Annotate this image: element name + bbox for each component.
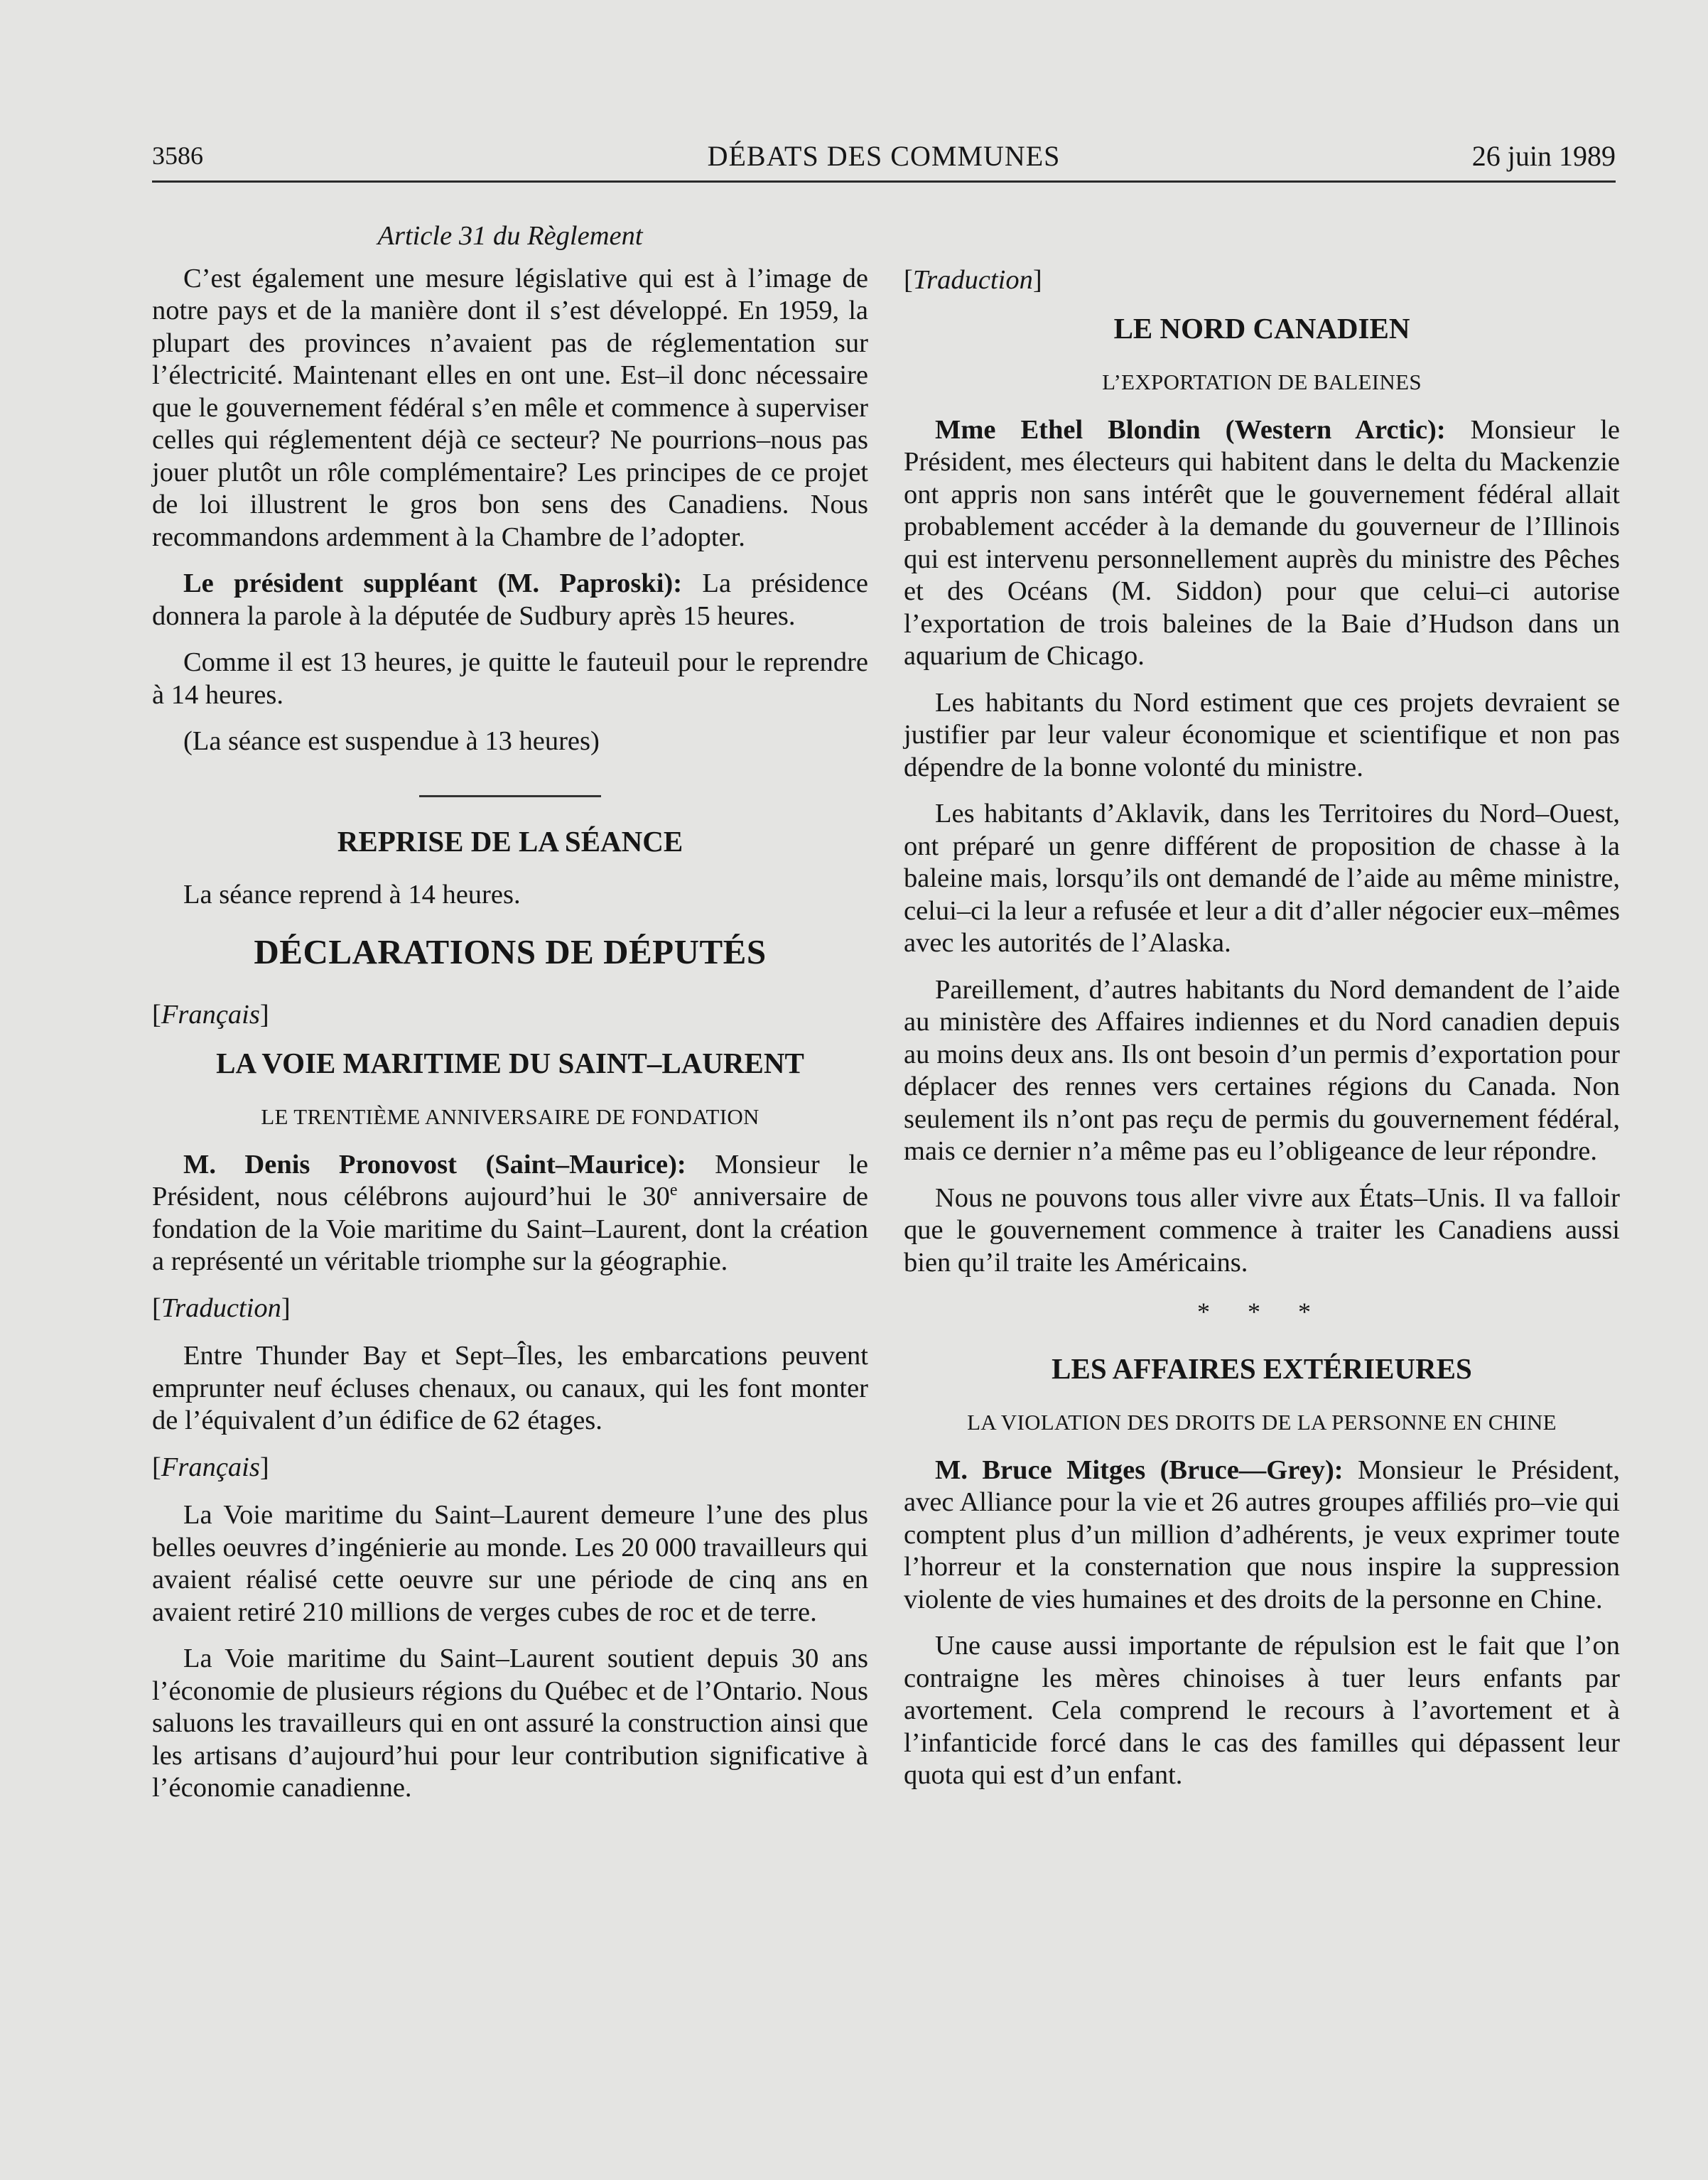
left-column	[152, 213, 868, 1819]
subsection-heading: L’EXPORTATION DE BALEINES	[1102, 369, 1422, 394]
superscript: e	[669, 1181, 678, 1200]
publication-title: DÉBATS DES COMMUNES	[707, 140, 1061, 172]
paragraph: Une cause aussi importante de répulsion est le fait que l’on contraigne les mères chinoises à tuer leurs enfants par avortement. Cela comprend le recours à l’avortement et à l’infanticide forcé dans le cas des familles qui dépassent leur quota qui est d’un enfant.	[904, 1631, 1620, 1790]
language-note: [Traduction]	[904, 265, 1042, 295]
subsection-heading: LE TRENTIÈME ANNIVERSAIRE DE FONDATION	[261, 1104, 760, 1129]
language-note-text: Français	[161, 1452, 260, 1482]
language-note-text: Traduction	[912, 265, 1033, 295]
speech-text: La présidence donnera la parole à la députée de Sudbury après 15 heures.	[152, 568, 868, 631]
section-heading: LES AFFAIRES EXTÉRIEURES	[1052, 1351, 1472, 1385]
section-heading: LE NORD CANADIEN	[1113, 311, 1410, 345]
running-header	[152, 139, 1616, 183]
paragraph: La séance reprend à 14 heures.	[183, 880, 521, 910]
speaker-name: Mme Ethel Blondin (Western Arctic):	[935, 414, 1446, 445]
speech-text: anniversaire de fondation de la Voie maritime du Saint–Laurent, dont la création a représenté un véritable triomphe sur la géographie.	[152, 1182, 868, 1276]
subsection-heading: LA VIOLATION DES DROITS DE LA PERSONNE EN CHINE	[967, 1410, 1557, 1435]
publication-date: 26 juin 1989	[1471, 140, 1616, 172]
paragraph: Comme il est 13 heures, je quitte le fauteuil pour le reprendre à 14 heures.	[152, 647, 868, 710]
language-note: [Français]	[152, 1452, 269, 1482]
paragraph	[904, 1455, 1620, 1617]
paragraph: Entre Thunder Bay et Sept–Îles, les embarcations peuvent emprunter neuf écluses chenaux, ou canaux, qui les font monter de l’équivalent d’un édifice de 62 étages.	[152, 1341, 868, 1435]
paragraph: Pareillement, d’autres habitants du Nord demandent de l’aide au ministère des Affaires indiennes et du Nord canadien depuis au moins deux ans. Ils ont besoin d’un permis d’exportation pour déplacer des rennes vers certaines régions du Canada. Non seulement ils n’ont pas reçu de permis du gouvernement fédéral, mais ce dernier n’a même pas eu l’obligeance de leur répondre.	[904, 974, 1620, 1166]
speech-text: Monsieur le Président, nous célébrons aujourd’hui le 30	[152, 1149, 868, 1212]
language-note: [Français]	[152, 1000, 269, 1030]
paragraph: La Voie maritime du Saint–Laurent soutient depuis 30 ans l’économie de plusieurs régions du Québec et de l’Ontario. Nous saluons les travailleurs qui en ont assuré la construction ainsi que les artisans d’aujourd’hui pour leur contribution significative à l’économie canadienne.	[152, 1644, 868, 1803]
section-divider	[419, 795, 601, 797]
paragraph	[152, 1149, 868, 1278]
speaker-name: M. Bruce Mitges (Bruce—Grey):	[935, 1455, 1344, 1485]
major-heading: DÉCLARATIONS DE DÉPUTÉS	[254, 932, 767, 971]
paragraph: Les habitants d’Aklavik, dans les Territoires du Nord–Ouest, ont préparé un genre différent de proposition de chasse à la baleine mais, lorsqu’ils ont demandé de l’aide au même ministre, celui–ci la leur a refusée et leur a dit d’aller négocier eux–mêmes avec les autorités de l’Alaska.	[904, 799, 1620, 958]
paragraph: Nous ne pouvons tous aller vivre aux États–Unis. Il va falloir que le gouvernement commence à traiter les Canadiens aussi bien qu’il traite les Américains.	[904, 1182, 1620, 1278]
paragraph: Les habitants du Nord estiment que ces projets devraient se justifier par leur valeur économique et scientifique et non pas dépendre de la bonne volonté du ministre.	[904, 687, 1620, 782]
language-note-text: Traduction	[161, 1293, 281, 1323]
paragraph	[152, 568, 868, 632]
speech-text: Monsieur le Président, mes électeurs qui habitent dans le delta du Mackenzie ont appris non sans intérêt que le gouvernement fédéral allait probablement accéder à la demande du gouverneur de l’Illinois qui est intervenu personnellement auprès du ministre des Pêches et des Océans (M. Siddon) pour que celui–ci autorise l’exportation de trois baleines de la Baie d’Hudson dans un aquarium de Chicago.	[904, 414, 1620, 671]
page-number: 3586	[152, 141, 203, 170]
speaker-name: M. Denis Pronovost (Saint–Maurice):	[183, 1149, 686, 1180]
standing-order-heading: Article 31 du Règlement	[377, 221, 643, 251]
section-heading: LA VOIE MARITIME DU SAINT–LAURENT	[216, 1046, 804, 1079]
section-separator-stars: * * *	[1197, 1297, 1326, 1326]
paragraph: (La séance est suspendue à 13 heures)	[183, 726, 600, 756]
paragraph	[904, 414, 1620, 673]
right-column	[904, 213, 1620, 1806]
language-note: [Traduction]	[152, 1293, 291, 1323]
paragraph: C’est également une mesure législative qui est à l’image de notre pays et de la manière dont il s’est développé. En 1959, la plupart des provinces n’avaient pas de réglementation sur l’électricité. Maintenant elles en ont une. Est–il donc nécessaire que le gouvernement fédéral s’en mêle et commence à superviser celles qui réglementent déjà ce secteur? Ne pourrions–nous pas jouer plutôt un rôle complémentaire? Les principes de ce projet de loi illustrent le gros bon sens des Canadiens. Nous recommandons ardemment à la Chambre de l’adopter.	[152, 263, 868, 552]
speech-text: Monsieur le Président, avec Alliance pour la vie et 26 autres groupes affiliés pro–vie qui comptent plus d’un million d’adhérents, je veux exprimer toute l’horreur et la consternation que nous inspire la suppression violente de vies humaines et des droits de la personne en Chine.	[904, 1455, 1620, 1614]
speaker-name: Le président suppléant (M. Paproski):	[183, 568, 683, 598]
paragraph: La Voie maritime du Saint–Laurent demeure l’une des plus belles oeuvres d’ingénierie au monde. Les 20 000 travailleurs qui avaient réalisé cette oeuvre sur une période de cinq ans en avaient retiré 210 millions de verges cubes de roc et de terre.	[152, 1500, 868, 1627]
language-note-text: Français	[161, 1000, 260, 1030]
section-heading: REPRISE DE LA SÉANCE	[337, 824, 683, 858]
